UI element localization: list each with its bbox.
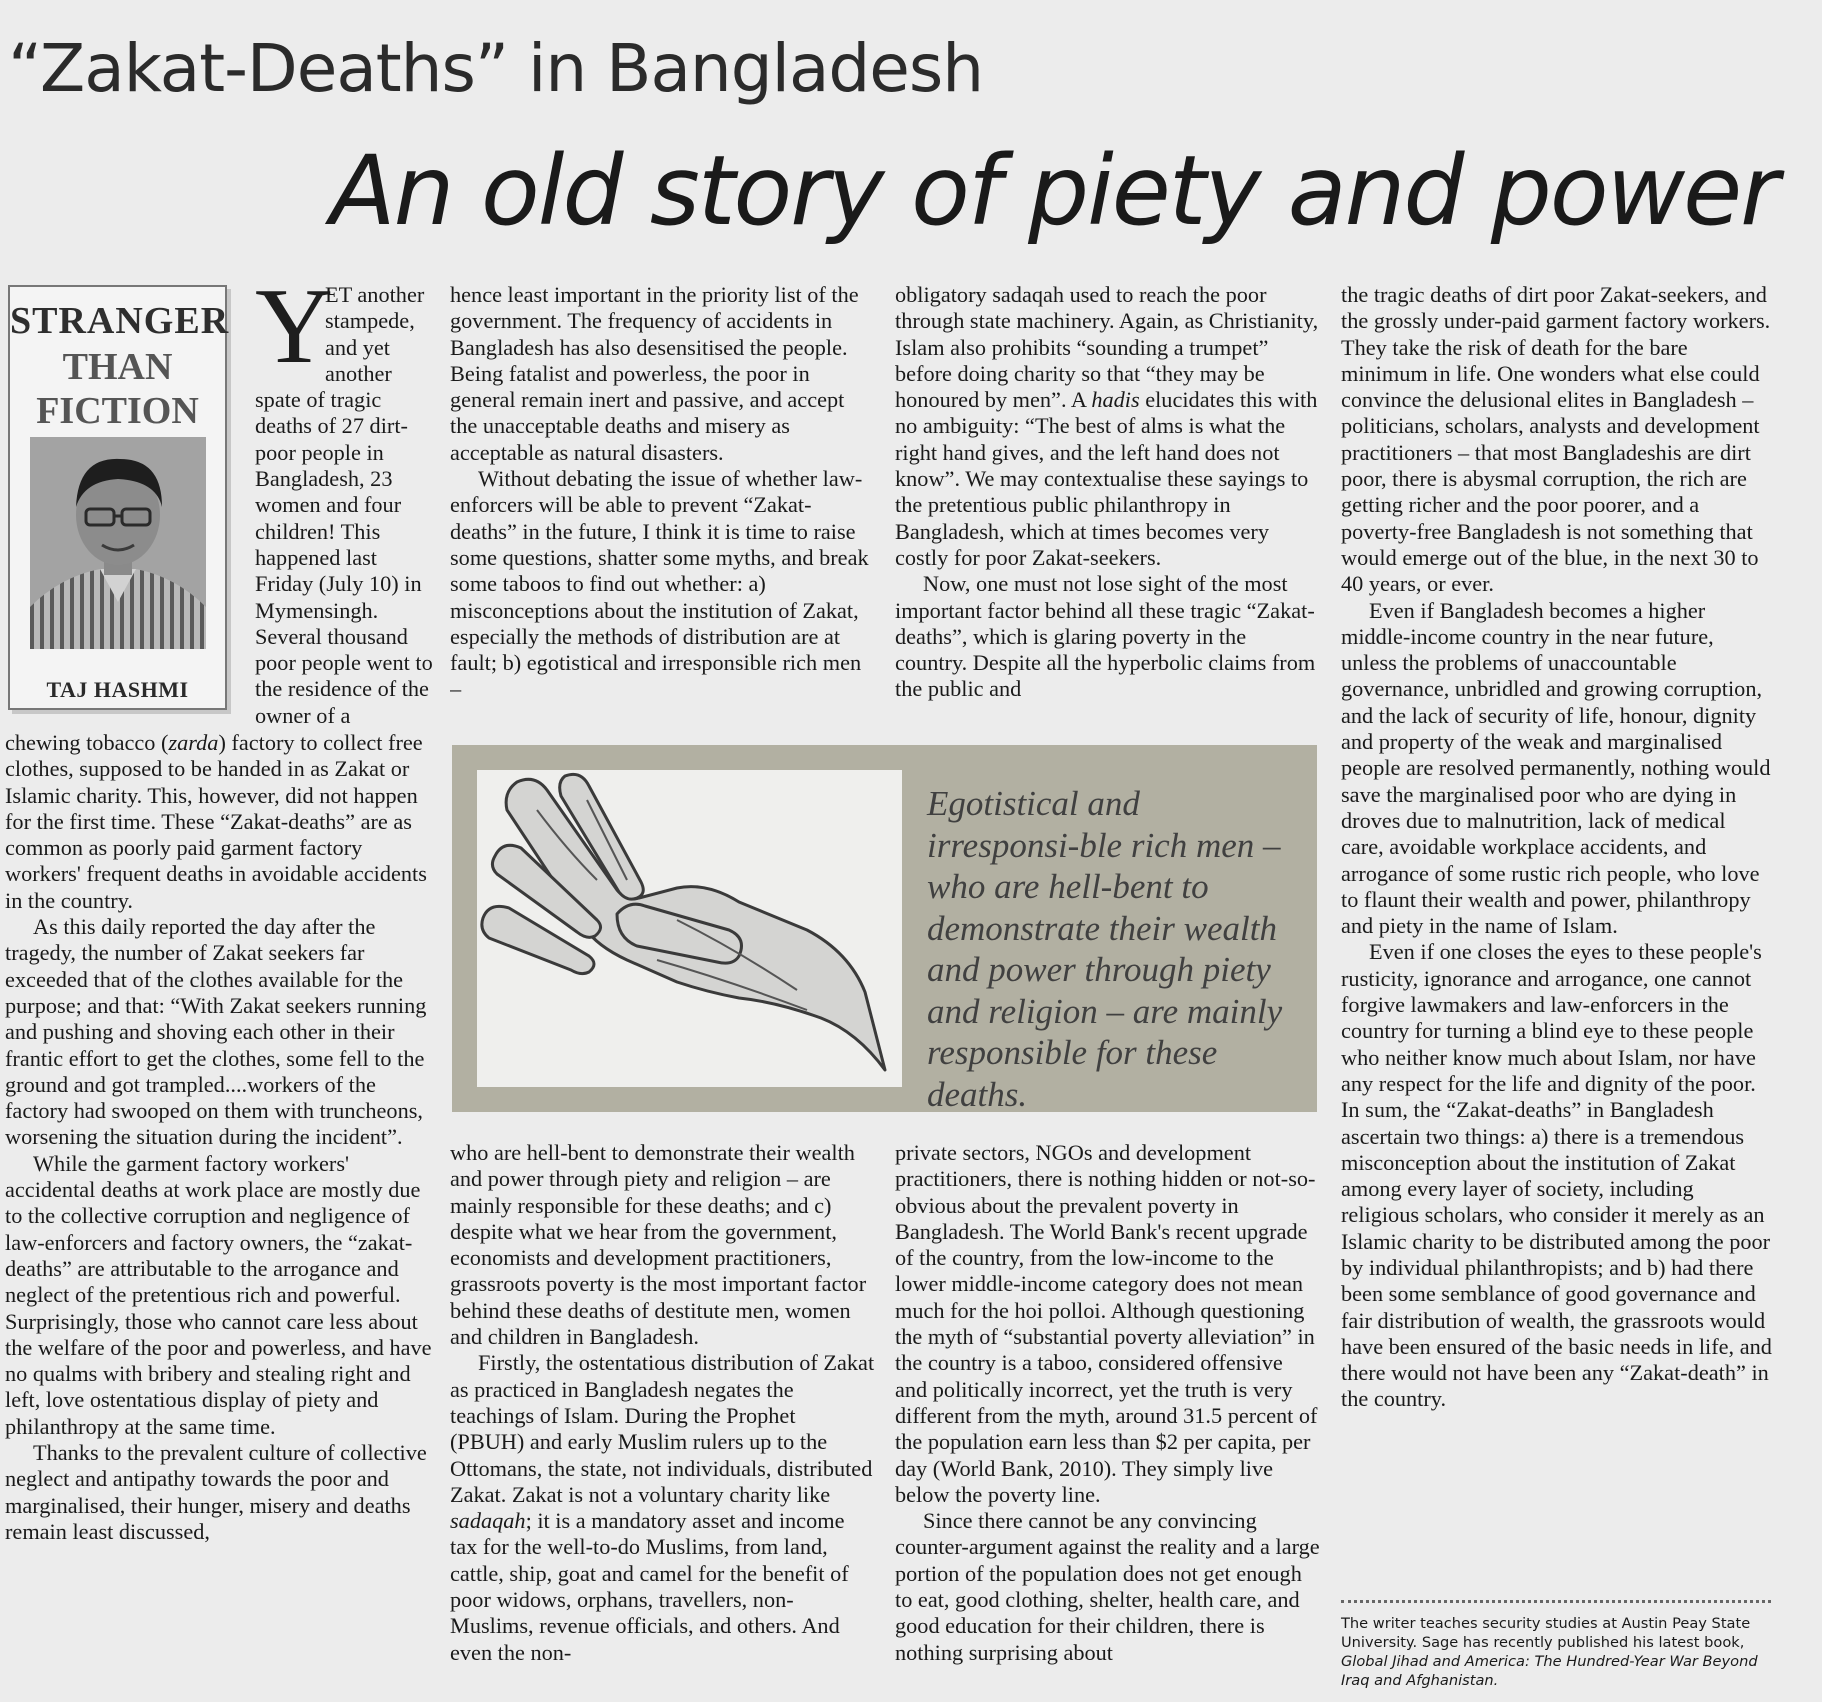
italic-term: zarda — [168, 730, 219, 755]
open-hand-sketch-icon — [477, 770, 902, 1087]
bio-divider — [1341, 1600, 1771, 1603]
italic-term: sadaqah — [450, 1508, 526, 1534]
column-3-bottom — [895, 1140, 1320, 1690]
pull-quote: Egotistical and irresponsi-ble rich men – who are hell-bent to demonstrate their wealth and power through piety and religion – are mainly responsible for these deaths. — [927, 784, 1283, 1114]
column-byline-box — [8, 285, 230, 710]
book-title: Global Jihad and America: The Hundred-Year War Beyond Iraq and Afghanistan. — [1341, 1653, 1758, 1689]
italic-term: hadis — [1091, 387, 1140, 413]
column-2-top — [450, 282, 875, 727]
author-name: TAJ HASHMI — [46, 677, 189, 702]
column-2-bottom — [450, 1140, 875, 1690]
paragraph: who are hell-bent to demonstrate their wealth and power through piety and religion – are mainly responsible for these deaths; and c) despite what we hear from the government, economists and development practitioners, grassroots poverty is the most important factor behind these deaths of destitute men, women and children in Bangladesh. — [450, 1140, 867, 1350]
pull-quote-panel — [452, 745, 1317, 1112]
paragraph: private sectors, NGOs and development practitioners, there is nothing hidden or not-so-obvious about the prevalent poverty in Bangladesh. The World Bank's recent upgrade of the country, from the low-income to the lower middle-income category does not mean much for the hoi polloi. Although questioning the myth of “substantial poverty alleviation” in the country is a taboo, considered offensive and politically incorrect, yet the truth is very different from the myth, around 31.5 percent of the population earn less than $2 per capita, per day (World Bank, 2010). They simply live below the poverty line. — [895, 1140, 1318, 1507]
paragraph: hence least important in the priority list of the government. The frequency of accidents in Bangladesh has also desensitised the people. Being fatalist and powerless, the poor in general remain inert and passive, and accept the unacceptable deaths and misery as acceptable as natural disasters. — [450, 282, 859, 465]
paragraph: Firstly, the ostentatious distribution of Zakat as practiced in Bangladesh negates the teachings of Islam. During the Prophet (PBUH) and early Muslim rulers up to the Ottomans, the state, not individuals, distributed Zakat. Zakat is not a voluntary charity like sadaqah; it is a mandatory asset and income tax for the well-to-do Muslims, from land, cattle, ship, goat and camel for the benefit of poor widows, orphans, travellers, non-Muslims, revenue officials, and others. And even the non- — [450, 1350, 875, 1665]
paragraph: Now, one must not lose sight of the most important factor behind all these tragic “Zakat-deaths”, which is glaring poverty in the country. Despite all the hyperbolic claims from the public and — [895, 571, 1316, 702]
kicker: “Zakat-Deaths” in Bangladesh — [8, 30, 984, 107]
author-photo — [30, 437, 206, 649]
paragraph: ET another stampede, and yet another spate of tragic deaths of 27 dirt-poor people in Bangladesh, 23 women and four children! This happened last Friday (July 10) in Mymensingh. Several thousand poor people went to the residence of the owner of a — [255, 282, 433, 728]
author-portrait-icon — [30, 437, 206, 649]
paragraph: Thanks to the prevalent culture of collective neglect and antipathy towards the poor and marginalised, their hunger, misery and deaths remain least discussed, — [5, 1440, 427, 1544]
column-3-top — [895, 282, 1320, 727]
column-1 — [5, 730, 433, 1685]
paragraph: As this daily reported the day after the tragedy, the number of Zakat seekers far exceeded that of the clothes available for the purpose; and that: “With Zakat seekers running and pushing and shoving each other in their frantic effort to get the clothes, some fell to the ground and got trampled....workers of the factory had swooped on them with truncheons, worsening the situation during the incident”. — [5, 914, 427, 1150]
column-4 — [1341, 282, 1773, 1587]
column-1-wrap — [255, 267, 433, 742]
paragraph: chewing tobacco (zarda) factory to collect free clothes, supposed to be handed in as Zakat or Islamic charity. This, however, did not happen for the first time. These “Zakat-deaths” are as common as poorly paid garment factory workers' frequent deaths in avoidable accidents in the country. — [5, 730, 427, 913]
column-label-line3: FICTION — [36, 390, 199, 432]
paragraph: Since there cannot be any convincing counter-argument against the reality and a large portion of the population does not get enough to eat, good clothing, shelter, health care, and good education for their children, there is nothing surprising about — [895, 1508, 1320, 1665]
paragraph: Even if Bangladesh becomes a higher middle-income country in the near future, unless the problems of unaccountable governance, unbridled and growing corruption, and the lack of security of life, honour, dignity and property of the weak and marginalised people are resolved permanently, nothing would save the marginalised poor who are dying in droves due to malnutrition, lack of medical care, avoidable workplace accidents, and arrogance of some rustic rich people, who love to flaunt their wealth and power, philanthropy and piety in the name of Islam. — [1341, 597, 1771, 939]
column-label-line1: STRANGER — [10, 300, 230, 342]
column-label-line2: THAN — [62, 346, 173, 388]
paragraph: obligatory sadaqah used to reach the poor through state machinery. Again, as Christianity, Islam also prohibits “sounding a trumpet” before doing charity so that “they may be honoured by men”. A hadis elucidates this with no ambiguity: “The best of alms is what the right hand gives, and the left hand does not know”. We may contextualise these sayings to the pretentious public philanthropy in Bangladesh, which at times becomes very costly for poor Zakat-seekers. — [895, 282, 1319, 570]
hand-illustration — [477, 770, 902, 1087]
drop-cap: Y — [255, 267, 333, 386]
paragraph: While the garment factory workers' accidental deaths at work place are mostly due to the collective corruption and negligence of law-enforcers and factory owners, the “zakat-deaths” are attributable to the arrogance and neglect of the pretentious rich and powerful. Surprisingly, those who cannot care less about the welfare of the poor and powerless, and have no qualms with bribery and stealing right and left, love ostentatious display of piety and philanthropy at the same time. — [5, 1150, 432, 1439]
paragraph: the tragic deaths of dirt poor Zakat-seekers, and the grossly under-paid garment factory workers. They take the risk of death for the bare minimum in life. One wonders what else could convince the delusional elites in Bangladesh – politicians, scholars, analysts and development practitioners – that most Bangladeshis are dirt poor, there is abysmal corruption, the rich are getting richer and the poor poorer, and a poverty-free Bangladesh is not something that would emerge out of the blue, in the next 30 to 40 years, or ever. — [1341, 282, 1771, 597]
author-bio: The writer teaches security studies at Austin Peay State University. Sage has recently published his latest book, Global Jihad and America: The Hundred-Year War Beyond Iraq and Afghanistan. — [1341, 1615, 1758, 1689]
paragraph: Without debating the issue of whether law-enforcers will be able to prevent “Zakat-deaths” in the future, I think it is time to raise some questions, shatter some myths, and break some taboos to find out whether: a) misconceptions about the institution of Zakat, especially the methods of distribution are at fault; b) egotistical and irresponsible rich men – — [450, 466, 869, 702]
paragraph: Even if one closes the eyes to these people's rusticity, ignorance and arrogance, one cannot forgive lawmakers and law-enforcers in the country for turning a blind eye to these people who neither know much about Islam, nor have any respect for the life and dignity of the poor. In sum, the “Zakat-deaths” in Bangladesh ascertain two things: a) there is a tremendous misconception about the institution of Zakat among every layer of society, including religious scholars, who consider it merely as an Islamic charity to be distributed among the poor by individual philanthropists; and b) had there been some semblance of good governance and fair distribution of wealth, the grassroots would have been ensured of the basic needs in life, and there would not have been any “Zakat-death” in the country. — [1341, 939, 1772, 1412]
headline: An old story of piety and power — [330, 135, 1778, 247]
